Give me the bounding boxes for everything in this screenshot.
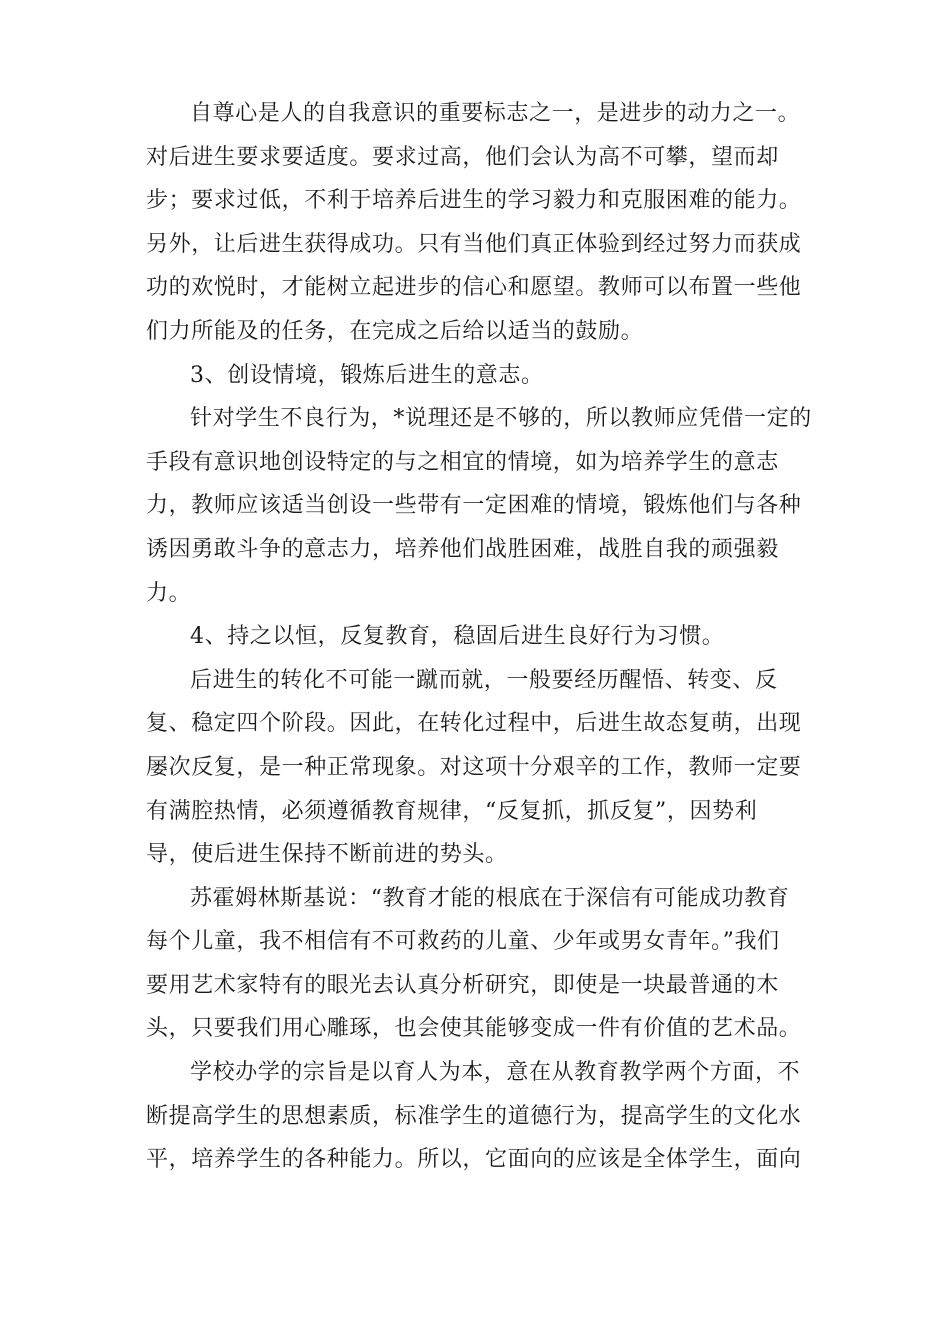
text-line: 自尊心是人的自我意识的重要标志之一，是进步的动力之一。 xyxy=(190,101,801,126)
text-line: 复、稳定四个阶段。因此，在转化过程中，后进生故态复萌，出现 xyxy=(146,711,802,737)
text-line: 苏霍姆林斯基说：“教育才能的根底在于深信有可能成功教育 xyxy=(190,885,790,911)
text-line: 针对学生不良行为，*说理还是不够的，所以教师应凭借一定的 xyxy=(190,406,812,432)
text-line: 力。 xyxy=(146,580,192,606)
text-line: 屡次反复，是一种正常现象。对这项十分艰辛的工作，教师一定要 xyxy=(146,754,802,780)
text-line: 学校办学的宗旨是以育人为本，意在从教育教学两个方面，不 xyxy=(190,1060,801,1086)
text-line: 们力所能及的任务，在完成之后给以适当的鼓励。 xyxy=(146,318,644,344)
text-line: 3、创设情境，锻炼后进生的意志。 xyxy=(190,362,544,388)
text-line: 力，教师应该适当创设一些带有一定困难的情境，锻炼他们与各种 xyxy=(146,493,802,519)
text-line: 每个儿童，我不相信有不可救药的儿童、少年或男女青年。”我们 xyxy=(146,929,780,955)
text-line: 平，培养学生的各种能力。所以，它面向的应该是全体学生，面向 xyxy=(146,1147,802,1173)
text-line: 对后进生要求要适度。要求过高，他们会认为高不可攀，望而却 xyxy=(146,144,779,170)
text-line: 后进生的转化不可能一蹴而就，一般要经历醒悟、转变、反 xyxy=(190,667,778,693)
text-line: 功的欢悦时，才能树立起进步的信心和愿望。教师可以布置一些他 xyxy=(146,275,802,301)
text-line: 头，只要我们用心雕琢，也会使其能够变成一件有价值的艺术品。 xyxy=(146,1016,802,1042)
text-line: 另外，让后进生获得成功。只有当他们真正体验到经过努力而获成 xyxy=(146,231,802,257)
text-line: 断提高学生的思想素质，标准学生的道德行为，提高学生的文化水 xyxy=(146,1103,802,1129)
text-line: 手段有意识地创设特定的与之相宜的情境，如为培养学生的意志 xyxy=(146,449,779,475)
text-line: 4、持之以恒，反复教育，稳固后进生良好行为习惯。 xyxy=(190,624,725,650)
document-body xyxy=(146,92,812,1182)
text-line: 导，使后进生保持不断前进的势头。 xyxy=(146,842,508,868)
text-line: 要用艺术家特有的眼光去认真分析研究，即使是一块最普通的木 xyxy=(146,972,779,998)
text-line: 步；要求过低，不利于培养后进生的学习毅力和克服困难的能力。 xyxy=(146,188,802,214)
text-line: 有满腔热情，必须遵循教育规律，“反复抓，抓反复”，因势利 xyxy=(146,798,758,824)
text-line: 诱因勇敢斗争的意志力，培养他们战胜困难，战胜自我的顽强毅 xyxy=(146,536,779,562)
